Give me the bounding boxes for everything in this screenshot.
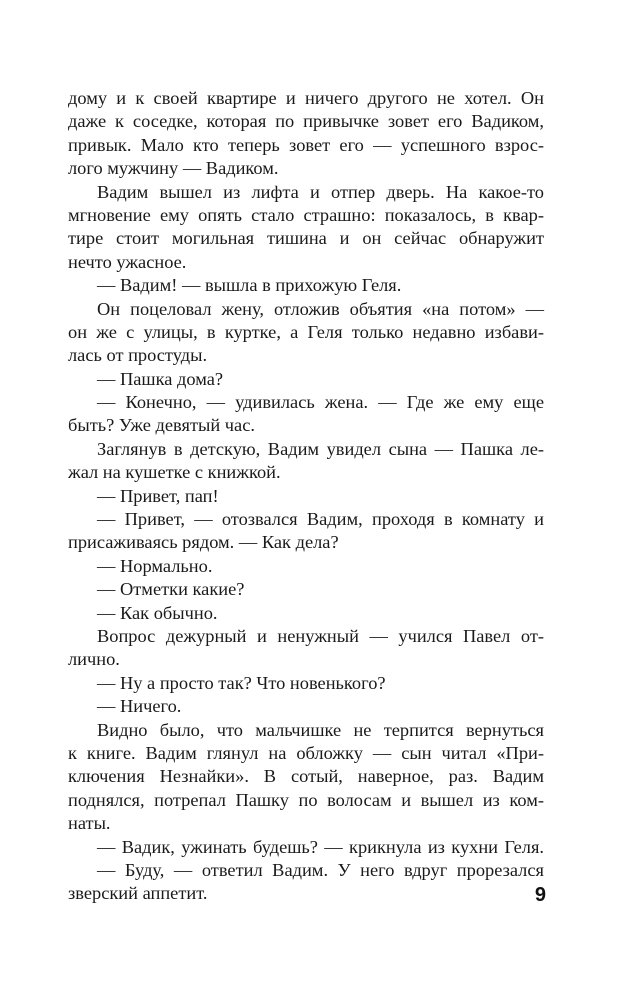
text-line: зверский аппетит. <box>68 883 208 904</box>
text-line: — Привет, пап! <box>97 485 219 506</box>
text-line: быть? Уже девятый час. <box>68 415 255 436</box>
text-line: лично. <box>68 649 120 670</box>
body-text <box>68 87 544 906</box>
text-line: поднялся, потрепал Пашку по волосам и вышел из ком- <box>68 789 544 810</box>
text-line: жал на кушетке с книжкой. <box>68 462 281 483</box>
text-line: — Нормально. <box>97 555 213 576</box>
text-line: мгновение ему опять стало страшно: показалось, в квар- <box>68 204 544 225</box>
text-line: к книге. Вадим глянул на обложку — сын читал «При- <box>68 742 544 763</box>
text-line: — Пашка дома? <box>97 368 224 389</box>
page-number: 9 <box>534 884 546 906</box>
text-line: Заглянув в детскую, Вадим увидел сына — Пашка ле- <box>97 438 544 459</box>
text-line: Он поцеловал жену, отложив объятия «на потом» — <box>97 298 544 319</box>
text-line: лого мужчину — Вадиком. <box>68 158 279 179</box>
text-line: дому и к своей квартире и ничего другого не хотел. Он <box>68 88 544 108</box>
text-line: Вадим вышел из лифта и отпер дверь. На какое-то <box>97 181 544 202</box>
text-line: — Вадик, ужинать будешь? — крикнула из кухни Геля. <box>97 836 544 857</box>
text-line: ключения Незнайки». В сотый, наверное, раз. Вадим <box>68 766 544 787</box>
text-line: — Как обычно. <box>97 602 218 623</box>
text-line: нечто ужасное. <box>68 251 187 272</box>
text-line: наты. <box>68 813 111 834</box>
text-line: лась от простуды. <box>68 345 208 366</box>
text-line: присаживаясь рядом. — Как дела? <box>68 532 339 553</box>
text-line: привык. Мало кто теперь зовет его — успешного взрос- <box>68 134 544 155</box>
text-line: даже к соседке, которая по привычке зовет его Вадиком, <box>68 111 544 132</box>
text-line: Вопрос дежурный и ненужный — учился Павел от- <box>97 625 544 646</box>
text-line: — Буду, — ответил Вадим. У него вдруг прорезался <box>97 859 544 880</box>
text-line: — Ну а просто так? Что новенького? <box>97 672 386 693</box>
text-line: Видно было, что мальчишке не терпится вернуться <box>97 719 544 740</box>
text-line: — Ничего. <box>97 696 182 717</box>
text-line: — Отметки какие? <box>97 579 245 600</box>
text-line: — Конечно, — удивилась жена. — Где же ему еще <box>97 392 544 413</box>
text-line: тире стоит могильная тишина и он сейчас обнаружит <box>68 228 544 249</box>
text-line: — Вадим! — вышла в прихожую Геля. <box>97 275 402 296</box>
text-line: он же с улицы, в куртке, а Геля только недавно избави- <box>68 321 544 342</box>
text-line: — Привет, — отозвался Вадим, проходя в комнату и <box>97 509 544 530</box>
